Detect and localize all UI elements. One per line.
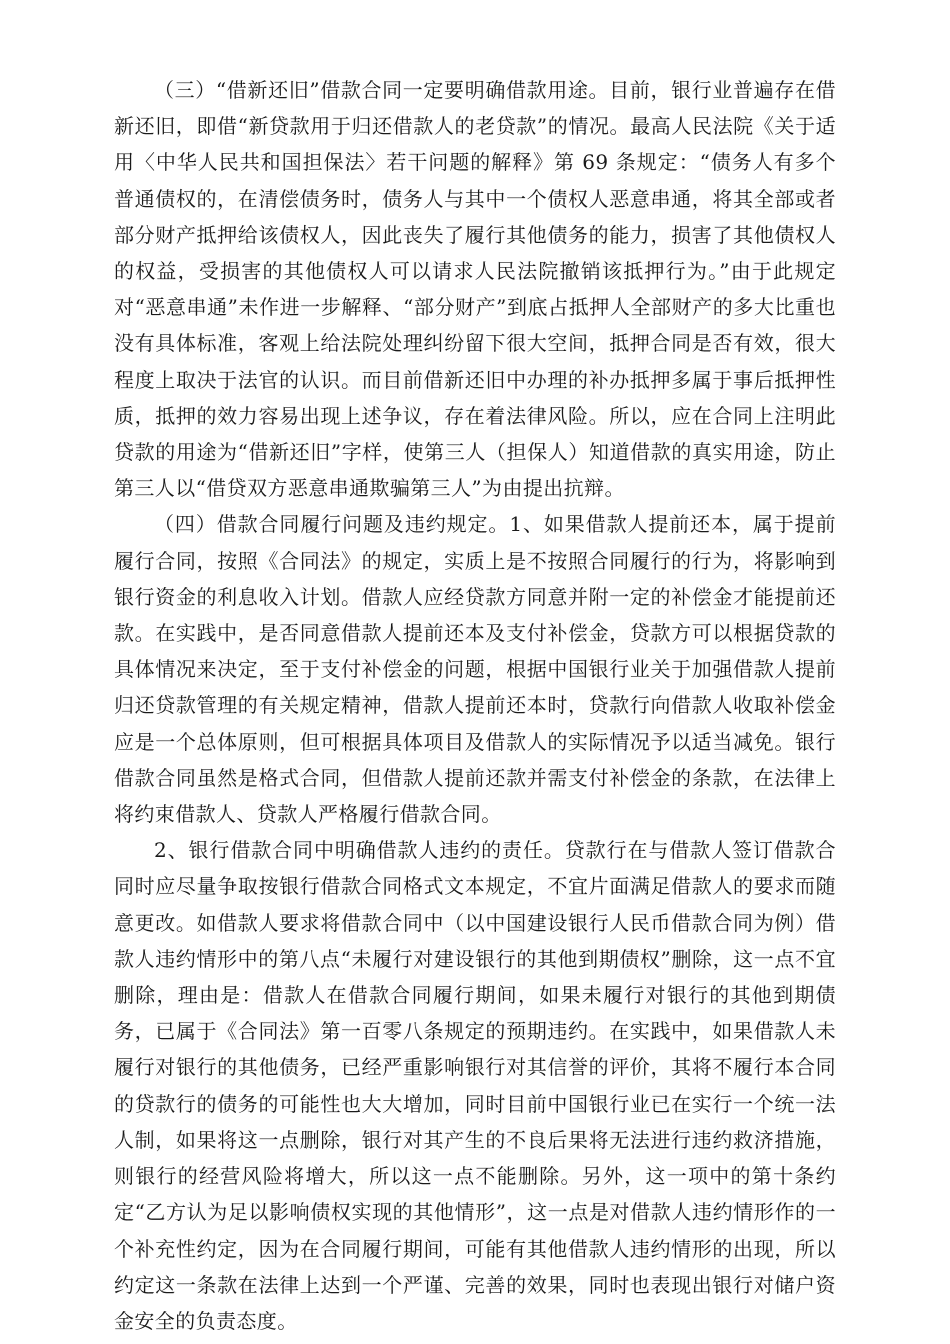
paragraph-default-liability: 2、银行借款合同中明确借款人违约的责任。贷款行在与借款人签订借款合同时应尽量争取按银行借款合同格式文本规定，不宜片面满足借款人的要求而随意更改。如借款人要求将借款合同中（以中国建设银行人民币借款合同为例）借款人违约情形中的第八点“未履行对建设银行的其他到期债权”删除，这一点不宜删除，理由是：借款人在借款合同履行期间，如果未履行对银行的其他到期债务，已属于《合同法》第一百零八条规定的预期违约。在实践中，如果借款人未履行对银行的其他债务，已经严重影响银行对其信誉的评价，其将不履行本合同的贷款行的债务的可能性也大大增加，同时目前中国银行业已在实行一个统一法人制，如果将这一点删除，银行对其产生的不良后果将无法进行违约救济措施，则银行的经营风险将增大，所以这一点不能删除。另外，这一项中的第十条约定“乙方认为足以影响债权实现的其他情形”，这一点是对借款人违约情形作的一个补充性约定，因为在合同履行期间，可能有其他借款人违约情形的出现，所以约定这一条款在法律上达到一个严谨、完善的效果，同时也表现出银行对储户资金安全的负责态度。 bbox=[114, 838, 836, 1333]
paragraph-contract-performance: （四）借款合同履行问题及违约规定。1、如果借款人提前还本，属于提前履行合同，按照《合同法》的规定，实质上是不按照合同履行的行为，将影响到银行资金的利息收入计划。借款人应经贷款方同意并附一定的补偿金才能提前还款。在实践中，是否同意借款人提前还本及支付补偿金，贷款方可以根据贷款的具体情况来决定，至于支付补偿金的问题，根据中国银行业关于加强借款人提前归还贷款管理的有关规定精神，借款人提前还本时，贷款行向借款人收取补偿金应是一个总体原则，但可根据具体项目及借款人的实际情况予以适当减免。银行借款合同虽然是格式合同，但借款人提前还款并需支付补偿金的条款，在法律上将约束借款人、贷款人严格履行借款合同。 bbox=[114, 512, 836, 827]
document-body bbox=[114, 72, 836, 1339]
paragraph-borrow-new-repay-old: （三）“借新还旧”借款合同一定要明确借款用途。目前，银行业普遍存在借新还旧，即借“新贷款用于归还借款人的老贷款”的情况。最高人民法院《关于适用〈中华人民共和国担保法〉若干问题的解释》第 69 条规定：“债务人有多个普通债权的，在清偿债务时，债务人与其中一个债权人恶意串通，将其全部或者部分财产抵押给该债权人，因此丧失了履行其他债务的能力，损害了其他债权人的权益，受损害的其他债权人可以请求人民法院撤销该抵押行为。”由于此规定对“恶意串通”未作进一步解释、“部分财产”到底占抵押人全部财产的多大比重也没有具体标准，客观上给法院处理纠纷留下很大空间，抵押合同是否有效，很大程度上取决于法官的认识。而目前借新还旧中办理的补办抵押多属于事后抵押性质，抵押的效力容易出现上述争议，存在着法律风险。所以，应在合同上注明此贷款的用途为“借新还旧”字样，使第三人（担保人）知道借款的真实用途，防止第三人以“借贷双方恶意串通欺骗第三人”为由提出抗辩。 bbox=[114, 78, 836, 501]
